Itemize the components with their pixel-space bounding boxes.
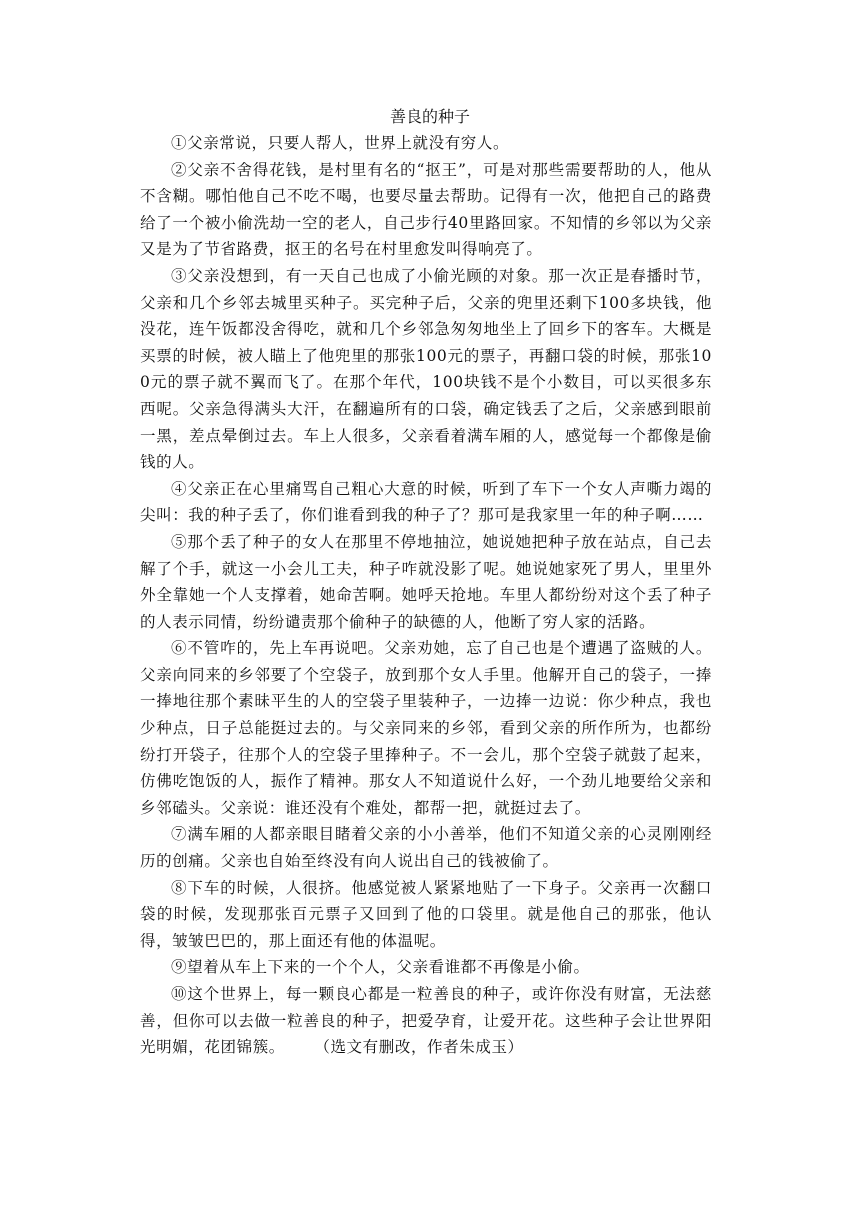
source-note: （选文有删改，作者朱成玉）	[322, 1038, 524, 1057]
article-body	[140, 130, 712, 1061]
paragraph-6: ⑥不管咋的，先上车再说吧。父亲劝她，忘了自己也是个遭遇了盗贼的人。 父亲向同来的乡邻要了个空袋子，放到那个女人手里。他解开自己的袋子，一捧一捧地往那个素昧平生的人的空袋子里装种子，一边捧一边说：你少种点，我也少种点，日子总能挺过去的。与父亲同来的乡邻，看到父亲的所作所为，也都纷纷打开袋子，往那个人的空袋子里捧种子。不一会儿，那个空袋子就鼓了起来，仿佛吃饱饭的人，振作了精神。那女人不知道说什么好，一个劲儿地要给父亲和乡邻磕头。父亲说：谁还没有个难处，都帮一把，就挺过去了。	[140, 639, 712, 817]
paragraph-10	[140, 981, 712, 1061]
article-title: 善良的种子	[389, 107, 470, 126]
paragraph-3: ③父亲没想到，有一天自己也成了小偷光顾的对象。那一次正是春播时节，父亲和几个乡邻去城里买种子。买完种子后，父亲的兜里还剩下100多块钱，他没花，连午饭都没舍得吃，就和几个乡邻急匆匆地坐上了回乡下的客车。大概是买票的时候，被人瞄上了他兜里的那张100元的票子，再翻口袋的时候，那张100元的票子就不翼而飞了。在那个年代，100块钱不是个小数目，可以买很多东西呢。父亲急得满头大汗，在翻遍所有的口袋，确定钱丢了之后，父亲感到眼前一黑，差点晕倒过去。车上人很多，父亲看着满车厢的人，感觉每一个都像是偷钱的人。	[140, 266, 712, 472]
paragraph-9: ⑨望着从车上下来的一个个人，父亲看谁都不再像是小偷。	[171, 958, 590, 977]
paragraph-7: ⑦满车厢的人都亲眼目睹着父亲的小小善举，他们不知道父亲的心灵刚刚经历的创痛。父亲也自始至终没有向人说出自己的钱被偷了。	[140, 825, 712, 871]
paragraph-10-text: ⑩这个世界上，每一颗良心都是一粒善良的种子，或许你没有财富，无法慈善，但你可以去做一粒善良的种子，把爱孕育，让爱开花。这些种子会让世界阳光明媚，花团锦簇。	[140, 985, 712, 1057]
paragraph-1: ①父亲常说，只要人帮人，世界上就没有穷人。	[171, 134, 510, 152]
paragraph-5: ⑤那个丢了种子的女人在那里不停地抽泣，她说她把种子放在站点，自己去解了个手，就这一小会儿工夫，种子咋就没影了呢。她说她家死了男人，里里外外全靠她一个人支撑着，她命苦啊。她呼天抢地。车里人都纷纷对这个丢了种子的人表示同情，纷纷谴责那个偷种子的缺德的人，他断了穷人家的活路。	[140, 532, 712, 631]
paragraph-2: ②父亲不舍得花钱，是村里有名的“抠王”，可是对那些需要帮助的人，他从不含糊。哪怕他自己不吃不喝，也要尽量去帮助。记得有一次，他把自己的路费给了一个被小偷洗劫一空的老人，自己步行40里路回家。不知情的乡邻以为父亲又是为了节省路费，抠王的名号在村里愈发叫得响亮了。	[140, 160, 712, 259]
paragraph-8: ⑧下车的时候，人很挤。他感觉被人紧紧地贴了一下身子。父亲再一次翻口袋的时候，发现那张百元票子又回到了他的口袋里。就是他自己的那张，他认得，皱皱巴巴的，那上面还有他的体温呢。	[140, 878, 712, 950]
paragraph-4: ④父亲正在心里痛骂自己粗心大意的时候，听到了车下一个女人声嘶力竭的尖叫：我的种子丢了，你们谁看到我的种子了？那可是我家里一年的种子啊……	[140, 479, 712, 525]
